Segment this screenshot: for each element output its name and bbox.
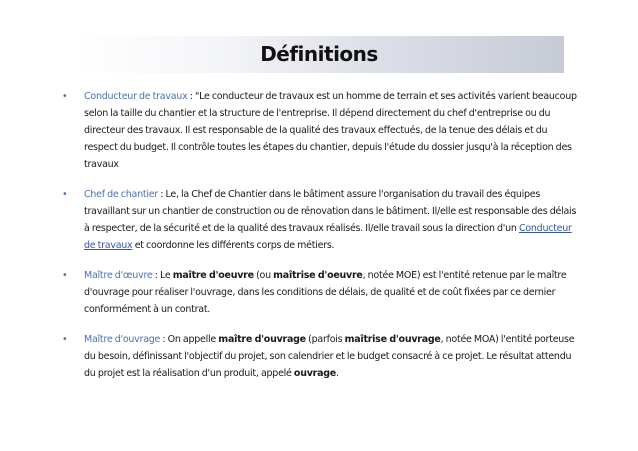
- bold-term: maîtrise d'oeuvre: [273, 270, 363, 281]
- definition-chef-chantier: [84, 186, 582, 254]
- list-item: [62, 88, 582, 173]
- separator: :: [152, 270, 160, 281]
- definition-text: On appelle: [167, 334, 219, 345]
- term-maitre-ouvrage: Maître d'ouvrage: [84, 334, 161, 345]
- slide-title: Définitions: [260, 42, 378, 66]
- term-conducteur: Conducteur de travaux: [84, 91, 188, 102]
- definition-text: Le, la Chef de Chantier dans le bâtiment assure l'organisation du travail des équipes travaillant sur un chantier de construction ou de rénovation dans le bâtiment. Il/elle est responsable des délais à respecter, de la sécurité et de la qualité des travaux réalisés. Il/elle travail sous la direction d'un: [84, 189, 577, 234]
- separator: :: [157, 189, 166, 200]
- bullet-icon: •: [62, 334, 68, 345]
- definition-text: et coordonne les différents corps de métiers.: [132, 240, 335, 251]
- bullet-icon: •: [62, 91, 68, 102]
- definition-text: (ou: [253, 270, 274, 281]
- bold-term: maîtrise d'ouvrage: [344, 334, 441, 345]
- bold-term: ouvrage: [293, 368, 336, 379]
- definition-conducteur: [84, 88, 582, 173]
- separator: :: [160, 334, 168, 345]
- bullet-icon: •: [62, 270, 68, 281]
- definition-text: , notée MOE) est l'entité retenue par le maître d'ouvrage pour réaliser l'ouvrage, dans les conditions de délais, de qualité et de coût fixées par ce dernier conformément à un contrat.: [84, 270, 567, 315]
- definition-text: , notée MOA) l'entité porteuse du besoin, définissant l'objectif du projet, son calendrier et le budget consacré à ce projet. Le résultat attendu du projet est la réalisation d'un produit, appelé: [84, 334, 575, 379]
- definition-text: .: [336, 368, 339, 379]
- definition-text: (parfois: [305, 334, 345, 345]
- bullet-icon: •: [62, 189, 68, 200]
- list-item: [62, 331, 582, 382]
- title-bar: [74, 36, 564, 73]
- definition-maitre-ouvrage: [84, 331, 582, 382]
- definition-maitre-oeuvre: [84, 267, 582, 318]
- term-chef-chantier: Chef de chantier: [84, 189, 158, 200]
- conducteur-link[interactable]: Conducteur de travaux: [84, 223, 572, 251]
- bold-term: maître d'oeuvre: [172, 270, 254, 281]
- definition-text: "Le conducteur de travaux est un homme de terrain et ses activités varient beaucoup selon la taille du chantier et la structure de l'entreprise. Il dépend directement du chef d'entreprise ou du directeur des travaux. Il est responsable de la qualité des travaux effectués, de la tenue des délais et du respect du budget. Il contrôle toutes les étapes du chantier, depuis l'étude du dossier jusqu'à la réception des travaux: [84, 91, 577, 170]
- term-maitre-oeuvre: Maître d'œuvre: [84, 270, 153, 281]
- list-item: [62, 267, 582, 318]
- definition-text: Le: [160, 270, 173, 281]
- definition-list: [62, 88, 582, 395]
- separator: :: [187, 91, 195, 102]
- list-item: [62, 186, 582, 254]
- bold-term: maître d'ouvrage: [218, 334, 306, 345]
